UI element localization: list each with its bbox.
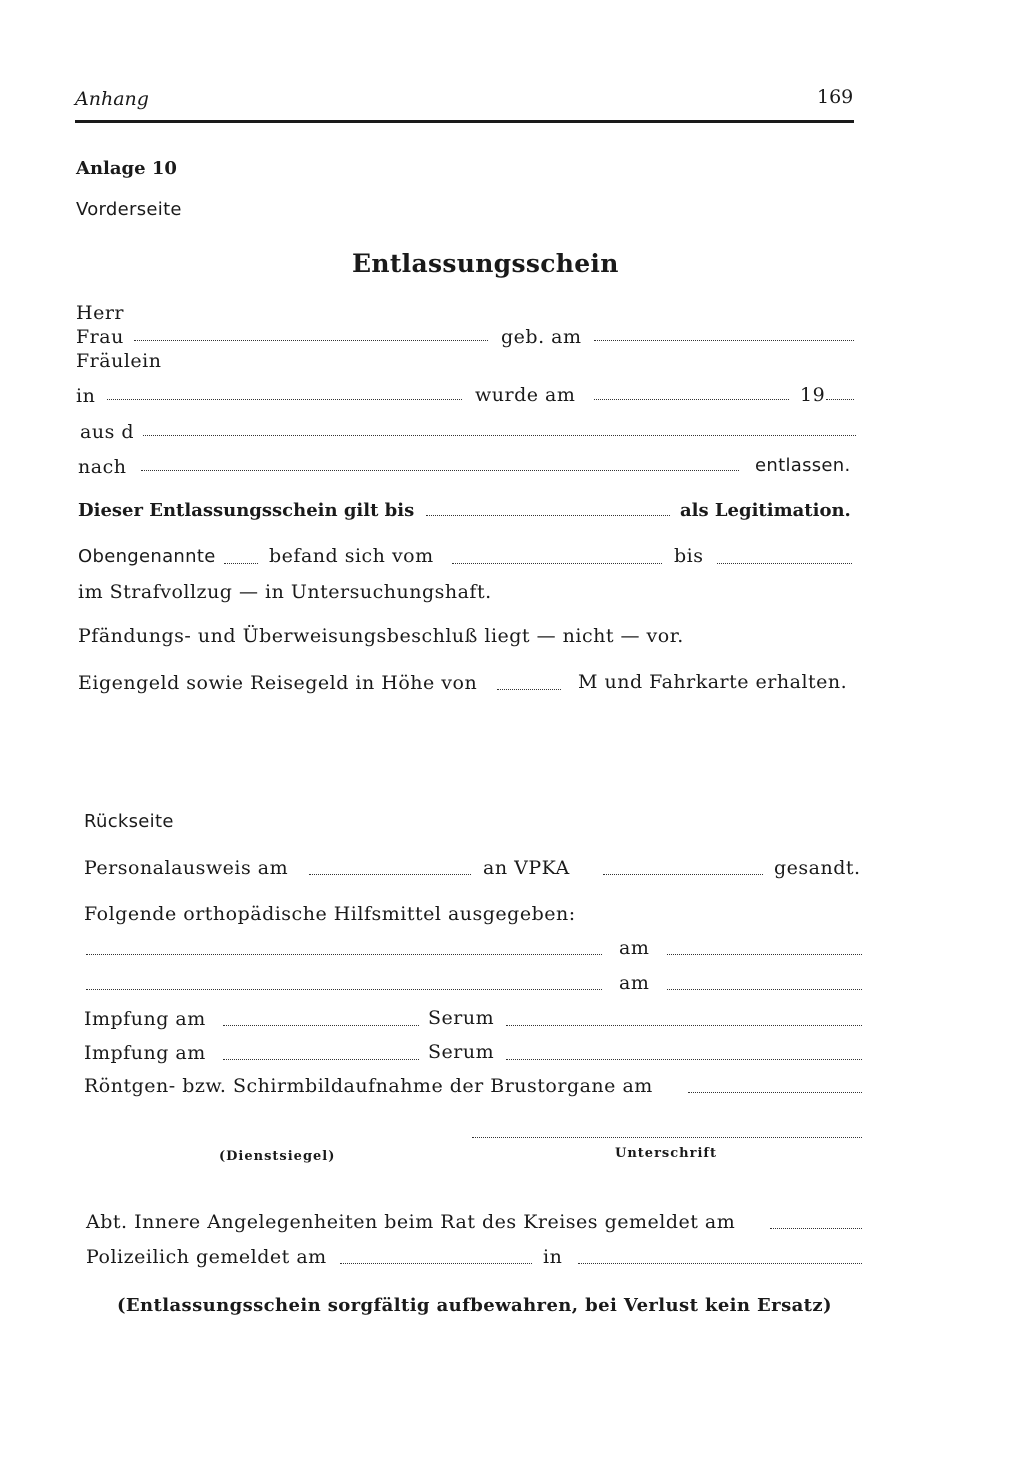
vpka-label: an VPKA	[483, 857, 570, 879]
custody-text: im Strafvollzug — in Untersuchungshaft.	[78, 581, 492, 603]
back-side-label: Rückseite	[84, 811, 174, 832]
xray-label: Röntgen- bzw. Schirmbildaufnahme der Brustorgane am	[84, 1075, 653, 1097]
safekeeping-notice: (Entlassungsschein sorgfältig aufbewahren, bei Verlust kein Ersatz)	[117, 1295, 832, 1316]
birthplace-field[interactable]	[107, 399, 462, 400]
money-amount-field[interactable]	[497, 689, 561, 690]
birthdate-field[interactable]	[594, 340, 854, 341]
serum-label-2: Serum	[428, 1041, 495, 1063]
police-in-label: in	[543, 1246, 563, 1268]
aid-item-field-2[interactable]	[86, 989, 602, 990]
released-on-label: wurde am	[475, 384, 576, 406]
vaccination-label-1: Impfung am	[84, 1008, 206, 1030]
salutation-frau: Frau	[76, 326, 124, 348]
salutation-herr: Herr	[76, 302, 124, 324]
validity-label: Dieser Entlassungsschein gilt bis	[78, 500, 415, 521]
signature-field[interactable]	[472, 1137, 862, 1138]
year-prefix: 19	[800, 384, 826, 406]
dept-registration-date-field[interactable]	[770, 1228, 862, 1229]
id-card-date-field[interactable]	[309, 874, 471, 875]
serum-label-1: Serum	[428, 1007, 495, 1029]
born-label: geb. am	[501, 326, 582, 348]
aid-date-field-2[interactable]	[667, 989, 862, 990]
money-suffix: M und Fahrkarte erhalten.	[578, 671, 848, 693]
named-ending-field[interactable]	[224, 563, 258, 564]
released-label: entlassen.	[755, 455, 851, 476]
release-date-field[interactable]	[594, 399, 789, 400]
seal-caption: (Dienstsiegel)	[219, 1149, 336, 1164]
signature-caption: Unterschrift	[615, 1146, 717, 1161]
vaccination-label-2: Impfung am	[84, 1042, 206, 1064]
in-label: in	[76, 385, 96, 407]
valid-until-field[interactable]	[426, 515, 670, 516]
legitimation-label: als Legitimation.	[680, 500, 851, 521]
dept-registration-label: Abt. Innere Angelegenheiten beim Rat des Kreises gemeldet am	[86, 1211, 736, 1233]
to-label: nach	[78, 456, 127, 478]
aid-item-field-1[interactable]	[86, 954, 602, 955]
id-card-label: Personalausweis am	[84, 857, 289, 879]
from-label: aus d	[80, 421, 135, 443]
year-field[interactable]	[826, 399, 854, 400]
police-registration-date-field[interactable]	[340, 1263, 532, 1264]
aids-label: Folgende orthopädische Hilfsmittel ausgegeben:	[84, 903, 576, 925]
period-until-label: bis	[674, 545, 704, 567]
page-number: 169	[817, 86, 854, 108]
sent-label: gesandt.	[774, 857, 861, 879]
page-title: Entlassungsschein	[352, 249, 619, 278]
police-registration-label: Polizeilich gemeldet am	[86, 1246, 327, 1268]
annex-label: Anlage 10	[76, 158, 177, 179]
running-header: Anhang	[75, 88, 149, 110]
serum-field-2[interactable]	[506, 1059, 862, 1060]
xray-date-field[interactable]	[688, 1092, 862, 1093]
vaccination-date-field-2[interactable]	[223, 1059, 419, 1060]
aid-date-label-2: am	[619, 972, 650, 994]
front-side-label: Vorderseite	[76, 199, 182, 220]
named-person-label: Obengenannte	[78, 546, 216, 567]
name-field[interactable]	[134, 340, 488, 341]
aid-date-field-1[interactable]	[667, 954, 862, 955]
serum-field-1[interactable]	[506, 1025, 862, 1026]
salutation-fraeulein: Fräulein	[76, 350, 162, 372]
institution-field[interactable]	[143, 435, 856, 436]
period-end-field[interactable]	[717, 563, 852, 564]
money-label: Eigengeld sowie Reisegeld in Höhe von	[78, 672, 478, 694]
seizure-text: Pfändungs- und Überweisungsbeschluß liegt — nicht — vor.	[78, 625, 684, 647]
destination-field[interactable]	[141, 470, 739, 471]
vpka-field[interactable]	[603, 874, 763, 875]
police-place-field[interactable]	[578, 1263, 862, 1264]
vaccination-date-field-1[interactable]	[223, 1025, 419, 1026]
header-rule	[75, 120, 854, 123]
aid-date-label-1: am	[619, 937, 650, 959]
period-from-label: befand sich vom	[269, 545, 434, 567]
period-start-field[interactable]	[452, 563, 662, 564]
